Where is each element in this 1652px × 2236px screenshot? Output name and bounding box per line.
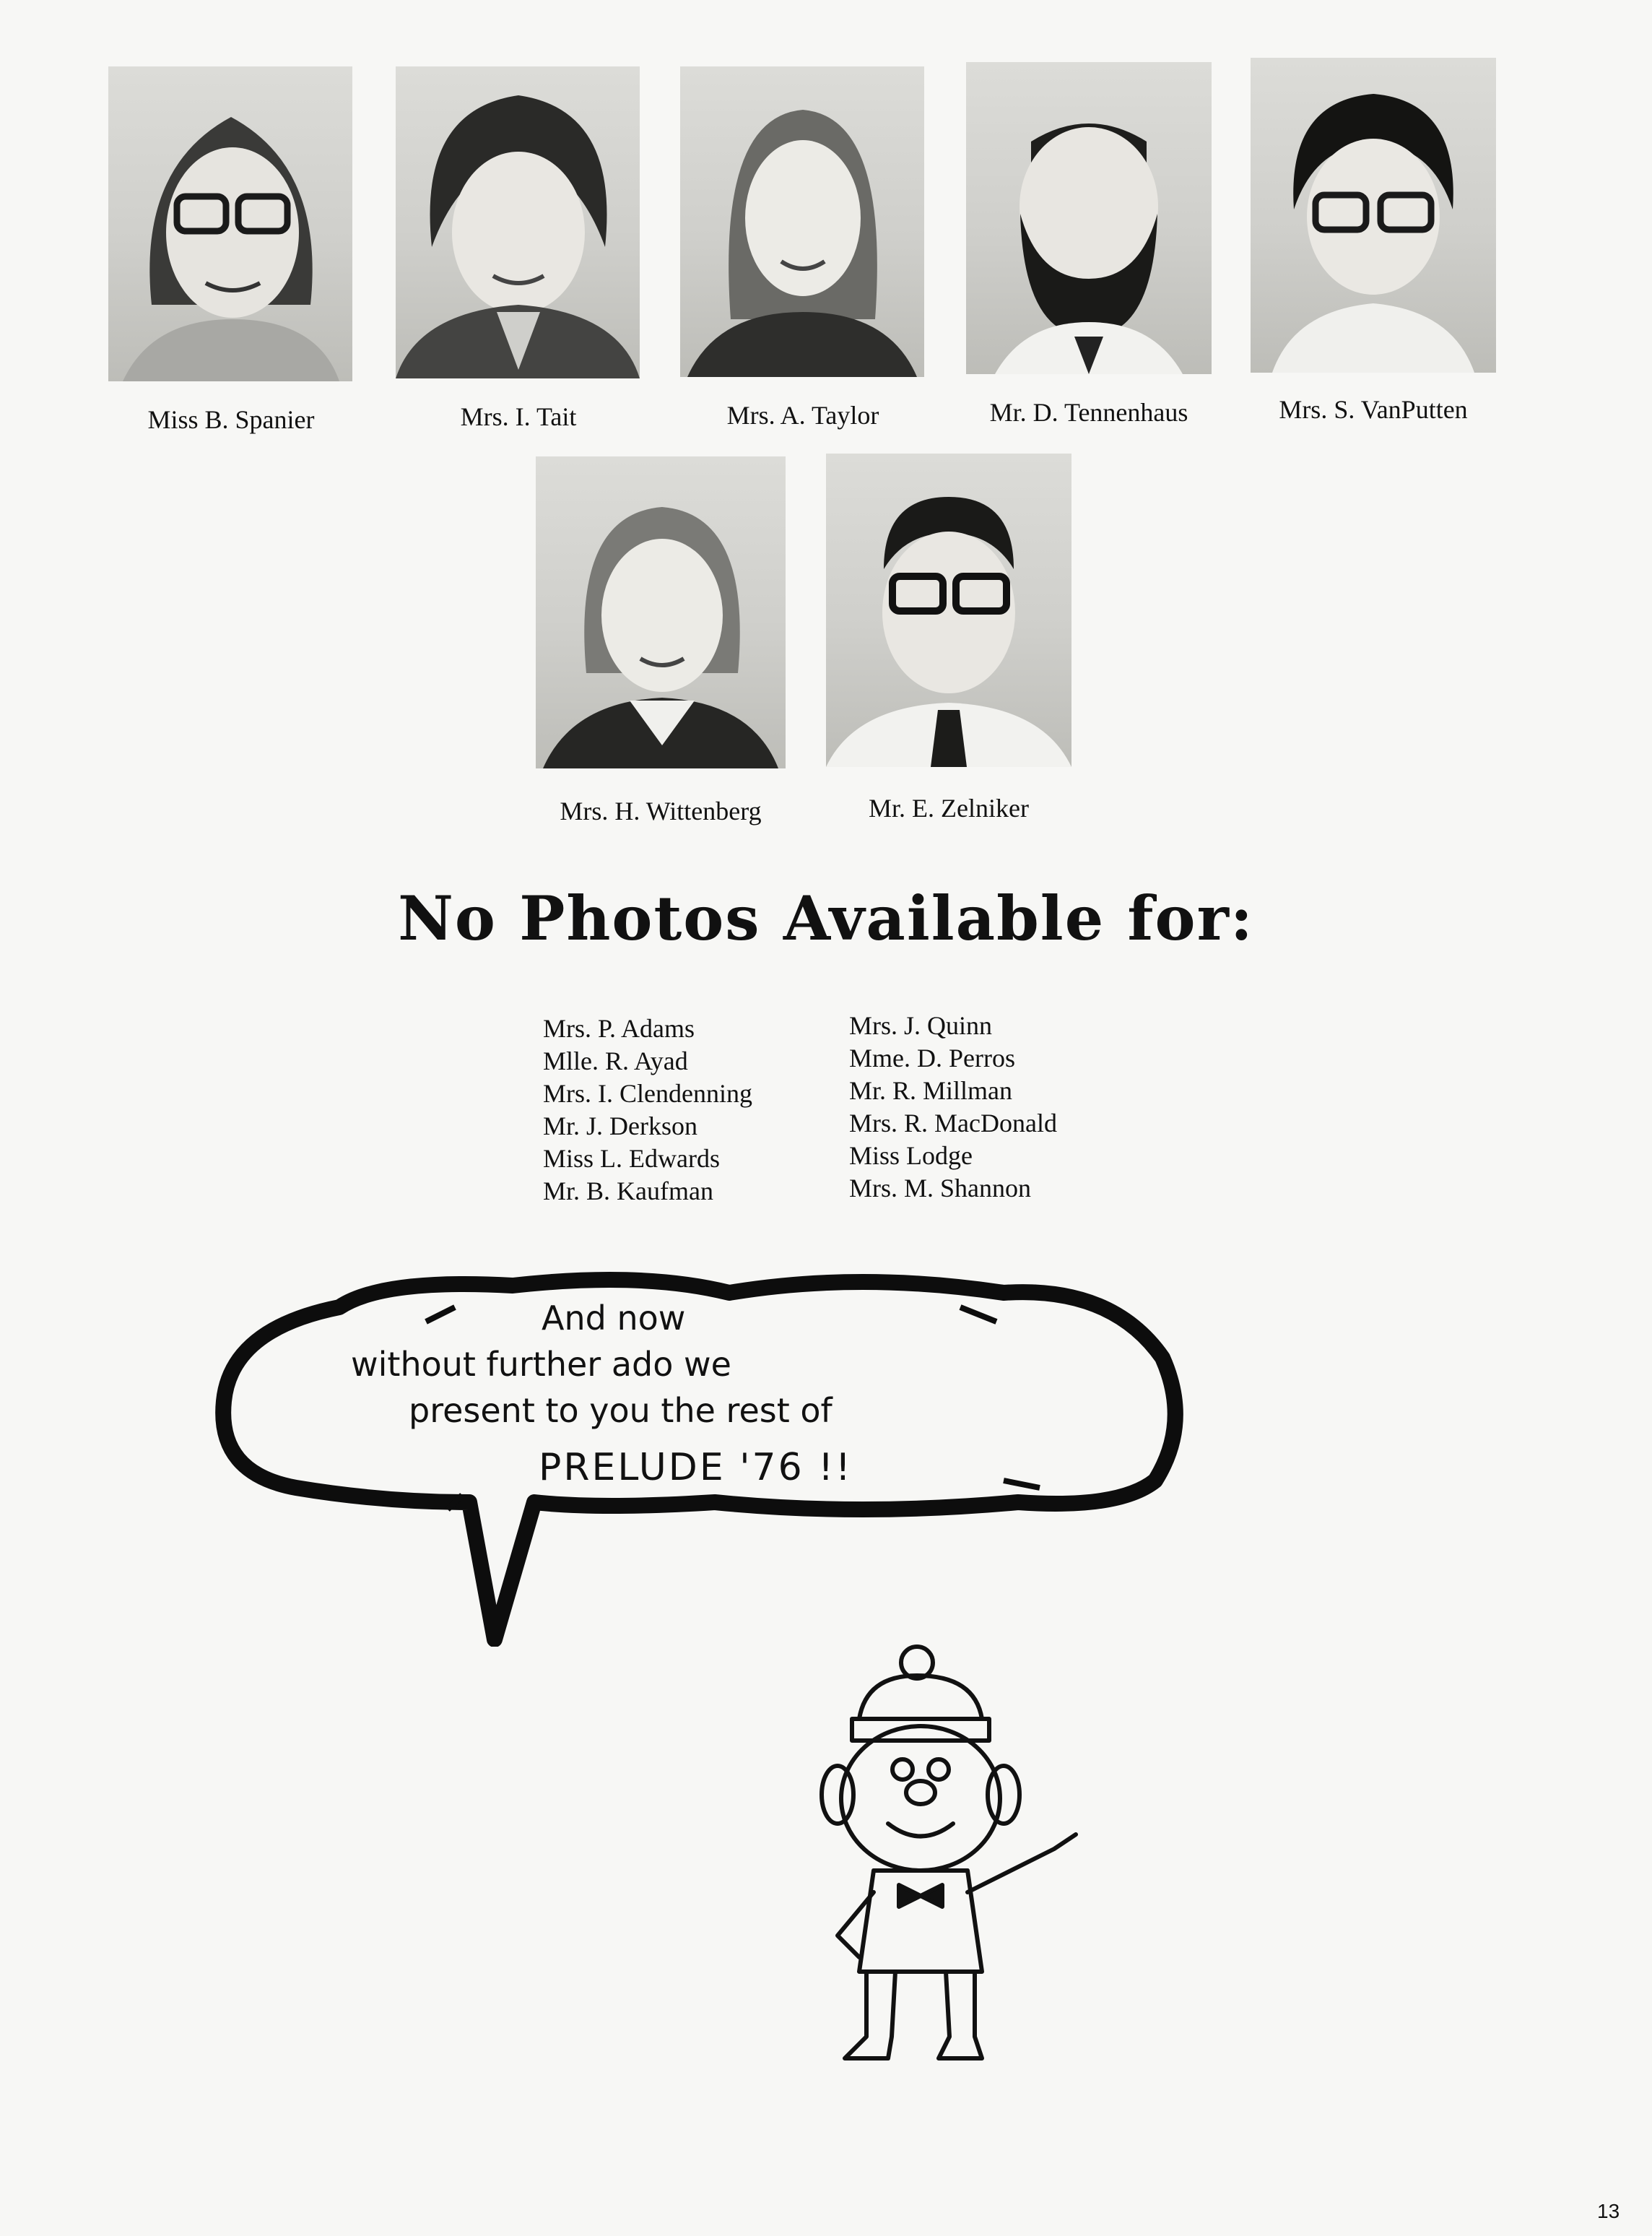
bubble-line-1: And now	[542, 1299, 686, 1338]
caption-vanputten: Mrs. S. VanPutten	[1279, 395, 1468, 424]
no-photos-left-column	[543, 1013, 752, 1208]
caption-zelniker: Mr. E. Zelniker	[869, 794, 1029, 823]
list-item: Miss L. Edwards	[543, 1144, 720, 1173]
portrait-woman-curly-hair	[396, 66, 640, 378]
bubble-line-4: PRELUDE '76 !!	[539, 1446, 853, 1489]
caption-spanier: Miss B. Spanier	[147, 405, 315, 434]
list-item: Mrs. P. Adams	[543, 1014, 695, 1043]
caption-taylor: Mrs. A. Taylor	[726, 401, 879, 430]
speech-bubble	[209, 1264, 1191, 1647]
list-item: Mr. B. Kaufman	[543, 1176, 713, 1205]
portrait-woman-short-hair-glasses	[1251, 58, 1496, 373]
photo-tennenhaus	[966, 62, 1212, 374]
portrait-woman-shoulder-hair	[536, 456, 786, 768]
photo-taylor	[680, 66, 924, 377]
list-item: Mr. R. Millman	[849, 1076, 1013, 1105]
photo-zelniker	[826, 454, 1071, 767]
mascot-illustration	[765, 1632, 1112, 2080]
photo-spanier	[108, 66, 352, 381]
portrait-man-beard	[966, 62, 1212, 374]
page-number: 13	[1597, 2200, 1620, 2222]
no-photos-right-column	[849, 1010, 1057, 1205]
photo-wittenberg	[536, 456, 786, 768]
portrait-woman-long-hair	[680, 66, 924, 377]
photo-vanputten	[1251, 58, 1496, 373]
bubble-line-3: present to you the rest of	[409, 1391, 832, 1430]
cartoon-mascot	[765, 1632, 1112, 2080]
list-item: Mrs. R. MacDonald	[849, 1109, 1057, 1138]
caption-tait: Mrs. I. Tait	[460, 402, 577, 431]
list-item: Miss Lodge	[849, 1141, 973, 1170]
caption-tennenhaus: Mr. D. Tennenhaus	[989, 398, 1188, 427]
list-item: Mr. J. Derkson	[543, 1112, 697, 1140]
list-item: Mrs. I. Clendenning	[543, 1079, 752, 1108]
list-item: Mrs. M. Shannon	[849, 1174, 1032, 1202]
list-item: Mrs. J. Quinn	[849, 1011, 993, 1040]
bubble-line-2: without further ado we	[351, 1345, 731, 1384]
no-photos-heading: No Photos Available for:	[398, 883, 1254, 954]
list-item: Mlle. R. Ayad	[543, 1046, 688, 1075]
portrait-man-glasses-tie	[826, 454, 1071, 767]
photo-tait	[396, 66, 640, 378]
list-item: Mme. D. Perros	[849, 1044, 1015, 1072]
portrait-woman-glasses	[108, 66, 352, 381]
caption-wittenberg: Mrs. H. Wittenberg	[560, 797, 762, 826]
